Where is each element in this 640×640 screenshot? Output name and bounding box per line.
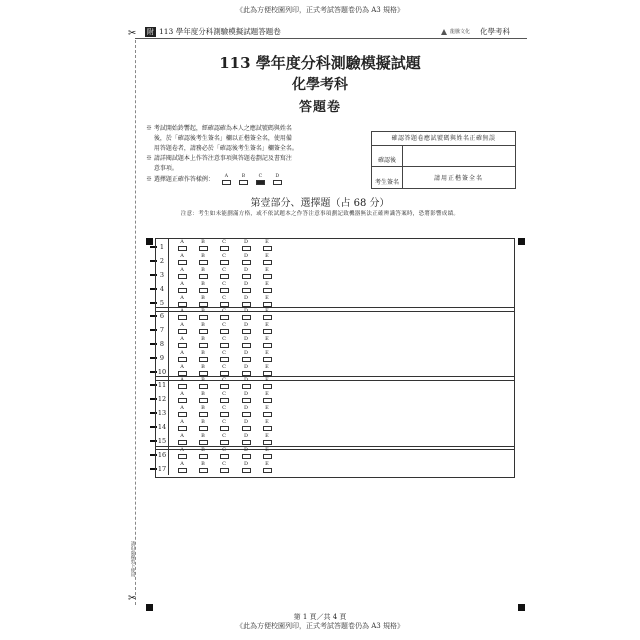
answer-bubble[interactable] bbox=[263, 296, 271, 307]
answer-bubble[interactable] bbox=[242, 392, 250, 403]
subject-title: 化學考科 bbox=[292, 77, 348, 93]
instruction-line: 用答題卷者，請務必於「確認後考生簽名」欄簽全名。 bbox=[146, 145, 298, 152]
answer-group bbox=[155, 307, 515, 381]
answer-bubble[interactable] bbox=[263, 378, 271, 389]
answer-bubble[interactable] bbox=[178, 378, 186, 389]
option-label: C bbox=[222, 364, 226, 370]
option-label: A bbox=[180, 377, 184, 383]
answer-bubble[interactable] bbox=[178, 434, 186, 445]
answer-bubble[interactable] bbox=[199, 337, 207, 348]
answer-bubble[interactable] bbox=[220, 268, 228, 279]
option-label: C bbox=[222, 239, 226, 245]
option-label: D bbox=[243, 405, 248, 411]
option-label: B bbox=[201, 253, 205, 259]
option-label: B bbox=[201, 433, 205, 439]
option-label: B bbox=[201, 281, 205, 287]
answer-bubble[interactable] bbox=[178, 282, 186, 293]
answer-bubble[interactable] bbox=[199, 392, 207, 403]
answer-bubble[interactable] bbox=[242, 323, 250, 334]
sheet-title: 答題卷 bbox=[298, 100, 341, 115]
question-row bbox=[156, 461, 514, 475]
answer-bubble[interactable] bbox=[220, 406, 228, 417]
option-label: B bbox=[201, 322, 205, 328]
option-label: B bbox=[201, 350, 205, 356]
header-rule bbox=[135, 38, 527, 39]
option-label: D bbox=[243, 281, 248, 287]
instructions bbox=[146, 124, 366, 185]
appendix-badge: 附 bbox=[147, 27, 154, 36]
confirm-signature-box bbox=[371, 131, 516, 189]
option-label: B bbox=[201, 267, 205, 273]
option-label: B bbox=[201, 391, 205, 397]
option-label: E bbox=[265, 267, 269, 273]
question-row bbox=[156, 405, 514, 419]
question-row bbox=[156, 336, 514, 350]
question-row bbox=[156, 377, 514, 391]
question-number: 15 bbox=[156, 433, 169, 447]
header-right bbox=[440, 26, 510, 37]
answer-bubble[interactable] bbox=[199, 282, 207, 293]
option-label: B bbox=[201, 239, 205, 245]
answer-bubble[interactable] bbox=[242, 365, 250, 376]
answer-bubble[interactable] bbox=[199, 309, 207, 320]
option-label: C bbox=[222, 433, 226, 439]
option-label: A bbox=[180, 364, 184, 370]
question-number: 4 bbox=[156, 281, 169, 295]
option-label: D bbox=[243, 391, 248, 397]
question-number: 8 bbox=[156, 336, 169, 350]
answer-bubble[interactable] bbox=[199, 296, 207, 307]
option-label: C bbox=[222, 336, 226, 342]
answer-bubble[interactable] bbox=[178, 448, 186, 459]
question-row bbox=[156, 447, 514, 461]
option-label: E bbox=[265, 364, 269, 370]
question-number: 1 bbox=[156, 239, 169, 253]
answer-bubble[interactable] bbox=[178, 420, 186, 431]
publisher-mark-icon bbox=[440, 28, 448, 36]
option-label: B bbox=[201, 419, 205, 425]
answer-bubble[interactable] bbox=[220, 462, 228, 473]
answer-bubble[interactable] bbox=[199, 351, 207, 362]
instruction-line: 意事項。 bbox=[146, 165, 178, 172]
option-label: A bbox=[180, 391, 184, 397]
answer-bubble[interactable] bbox=[199, 434, 207, 445]
answer-bubble[interactable] bbox=[199, 323, 207, 334]
confirm-heading: 確認答題卷應試號碼與姓名正確無誤 bbox=[372, 132, 515, 146]
answer-bubble[interactable] bbox=[263, 254, 271, 265]
option-label: E bbox=[265, 391, 269, 397]
page-number: 第 1 頁／共 4 頁 bbox=[293, 613, 347, 621]
option-label: A bbox=[180, 461, 184, 467]
option-label: E bbox=[265, 322, 269, 328]
answer-bubble[interactable] bbox=[178, 240, 186, 251]
answer-bubble[interactable] bbox=[220, 240, 228, 251]
answer-bubble[interactable] bbox=[220, 282, 228, 293]
option-label: C bbox=[222, 461, 226, 467]
question-number: 3 bbox=[156, 267, 169, 281]
answer-bubble[interactable] bbox=[199, 365, 207, 376]
answer-bubble[interactable] bbox=[263, 337, 271, 348]
answer-bubble[interactable] bbox=[242, 337, 250, 348]
confirm-divider bbox=[372, 166, 515, 167]
answer-bubble[interactable] bbox=[242, 462, 250, 473]
option-label: B bbox=[201, 447, 205, 453]
option-label: C bbox=[222, 295, 226, 301]
option-label: E bbox=[265, 239, 269, 245]
example-option-filled: C bbox=[256, 174, 265, 185]
answer-bubble[interactable] bbox=[263, 323, 271, 334]
answer-bubble[interactable] bbox=[220, 392, 228, 403]
question-row bbox=[156, 253, 514, 267]
answer-bubble[interactable] bbox=[242, 378, 250, 389]
option-label: E bbox=[265, 253, 269, 259]
answer-bubble[interactable] bbox=[263, 268, 271, 279]
answer-bubble[interactable] bbox=[220, 351, 228, 362]
option-label: D bbox=[243, 461, 248, 467]
answer-bubble[interactable] bbox=[199, 268, 207, 279]
option-label: E bbox=[265, 281, 269, 287]
scissors-icon: ✂ bbox=[128, 593, 137, 604]
answer-bubble[interactable] bbox=[178, 296, 186, 307]
option-label: A bbox=[180, 405, 184, 411]
option-label: A bbox=[180, 239, 184, 245]
answer-bubble[interactable] bbox=[263, 434, 271, 445]
option-label: A bbox=[180, 336, 184, 342]
answer-example bbox=[222, 174, 282, 185]
option-label: A bbox=[180, 281, 184, 287]
subject-tag: 化學考科 bbox=[480, 27, 511, 36]
option-label: A bbox=[180, 253, 184, 259]
answer-bubble[interactable] bbox=[263, 392, 271, 403]
option-label: D bbox=[243, 253, 248, 259]
answer-bubble[interactable] bbox=[199, 462, 207, 473]
section-notice: 注意：考生如未能劃滿方格，或不依試題本之作答注意事項劃記致機器無法正確辨識答案時，恐將影響成績。 bbox=[180, 211, 460, 217]
question-number: 13 bbox=[156, 405, 169, 419]
option-label: E bbox=[265, 295, 269, 301]
question-row bbox=[156, 419, 514, 433]
question-row bbox=[156, 433, 514, 447]
option-label: A bbox=[180, 350, 184, 356]
instruction-line: ※ 選擇題正確作答樣例： A B C D bbox=[146, 174, 366, 185]
option-label: C bbox=[222, 447, 226, 453]
answer-bubble[interactable] bbox=[263, 240, 271, 251]
option-label: E bbox=[265, 433, 269, 439]
answer-bubble[interactable] bbox=[178, 309, 186, 320]
answer-bubble[interactable] bbox=[199, 240, 207, 251]
option-label: B bbox=[201, 364, 205, 370]
example-option: B bbox=[239, 174, 248, 185]
option-label: C bbox=[222, 281, 226, 287]
question-row bbox=[156, 308, 514, 322]
answer-bubble[interactable] bbox=[220, 365, 228, 376]
answer-bubble[interactable] bbox=[263, 462, 271, 473]
option-label: E bbox=[265, 350, 269, 356]
cut-line bbox=[135, 40, 136, 605]
option-label: C bbox=[222, 405, 226, 411]
answer-bubble[interactable] bbox=[199, 378, 207, 389]
option-label: E bbox=[265, 447, 269, 453]
answer-bubble[interactable] bbox=[242, 420, 250, 431]
option-label: C bbox=[222, 308, 226, 314]
answer-bubble[interactable] bbox=[178, 392, 186, 403]
option-label: D bbox=[243, 433, 248, 439]
top-print-note: 《此為方便校園列印，正式考試答題卷仍為 A3 規格》 bbox=[236, 6, 404, 14]
option-label: E bbox=[265, 419, 269, 425]
answer-bubble[interactable] bbox=[263, 282, 271, 293]
option-label: C bbox=[222, 377, 226, 383]
answer-bubble[interactable] bbox=[263, 309, 271, 320]
answer-group bbox=[155, 376, 515, 450]
answer-bubble[interactable] bbox=[242, 448, 250, 459]
answer-group bbox=[155, 238, 515, 312]
answer-bubble[interactable] bbox=[199, 406, 207, 417]
answer-bubble[interactable] bbox=[220, 378, 228, 389]
answer-bubble[interactable] bbox=[242, 254, 250, 265]
instruction-line: ※ 考試開始鈴響起，經確認確為本人之應試號碼與姓名 bbox=[146, 125, 292, 132]
option-label: B bbox=[201, 295, 205, 301]
option-label: C bbox=[222, 253, 226, 259]
timing-mark bbox=[146, 238, 153, 245]
option-label: C bbox=[222, 322, 226, 328]
answer-bubble[interactable] bbox=[220, 337, 228, 348]
option-label: B bbox=[201, 377, 205, 383]
answer-bubble[interactable] bbox=[178, 462, 186, 473]
answer-bubble[interactable] bbox=[263, 365, 271, 376]
answer-bubble[interactable] bbox=[178, 365, 186, 376]
confirm-label: 確認後 考生簽名 bbox=[372, 145, 403, 188]
answer-bubble[interactable] bbox=[220, 448, 228, 459]
answer-bubble[interactable] bbox=[220, 323, 228, 334]
question-number: 6 bbox=[156, 308, 169, 322]
answer-bubble[interactable] bbox=[242, 282, 250, 293]
bottom-print-note: 《此為方便校園列印，正式考試答題卷仍為 A3 規格》 bbox=[236, 622, 404, 630]
publisher-logo: 龍騰文化 bbox=[440, 28, 470, 36]
answer-bubble[interactable] bbox=[220, 254, 228, 265]
option-label: A bbox=[180, 308, 184, 314]
option-label: D bbox=[243, 377, 248, 383]
header-exam-title: 113 學年度分科測驗模擬試題答題卷 bbox=[159, 27, 281, 36]
answer-bubble[interactable] bbox=[220, 309, 228, 320]
question-number: 17 bbox=[156, 461, 169, 475]
option-label: D bbox=[243, 336, 248, 342]
option-label: B bbox=[201, 308, 205, 314]
answer-bubble[interactable] bbox=[178, 406, 186, 417]
timing-mark bbox=[518, 604, 525, 611]
option-label: D bbox=[243, 239, 248, 245]
option-label: E bbox=[265, 405, 269, 411]
answer-bubble[interactable] bbox=[199, 420, 207, 431]
answer-bubble[interactable] bbox=[220, 296, 228, 307]
option-label: D bbox=[243, 419, 248, 425]
question-row bbox=[156, 239, 514, 253]
option-label: B bbox=[201, 461, 205, 467]
option-label: D bbox=[243, 364, 248, 370]
answer-group bbox=[155, 446, 515, 478]
option-label: D bbox=[243, 295, 248, 301]
answer-bubble[interactable] bbox=[263, 406, 271, 417]
question-number: 14 bbox=[156, 419, 169, 433]
option-label: C bbox=[222, 267, 226, 273]
question-number: 12 bbox=[156, 391, 169, 405]
question-number: 10 bbox=[156, 364, 169, 378]
example-option: D bbox=[273, 174, 282, 185]
option-label: E bbox=[265, 377, 269, 383]
option-label: C bbox=[222, 391, 226, 397]
answer-bubble[interactable] bbox=[220, 434, 228, 445]
option-label: A bbox=[180, 322, 184, 328]
header-left bbox=[145, 26, 281, 37]
answer-bubble[interactable] bbox=[178, 268, 186, 279]
answer-bubble[interactable] bbox=[263, 351, 271, 362]
section-title: 第壹部分、選擇題（占 68 分） bbox=[250, 198, 390, 209]
answer-bubble[interactable] bbox=[242, 240, 250, 251]
question-number: 11 bbox=[156, 377, 169, 391]
answer-bubble[interactable] bbox=[242, 309, 250, 320]
option-label: B bbox=[201, 405, 205, 411]
question-row bbox=[156, 267, 514, 281]
question-number: 5 bbox=[156, 295, 169, 309]
option-label: A bbox=[180, 433, 184, 439]
scissors-icon: ✂ bbox=[128, 28, 137, 39]
answer-bubble[interactable] bbox=[242, 406, 250, 417]
question-row bbox=[156, 391, 514, 405]
answer-bubble[interactable] bbox=[178, 323, 186, 334]
answer-bubble[interactable] bbox=[242, 351, 250, 362]
option-label: D bbox=[243, 308, 248, 314]
timing-mark bbox=[146, 604, 153, 611]
option-label: A bbox=[180, 419, 184, 425]
answer-bubble[interactable] bbox=[199, 254, 207, 265]
option-label: D bbox=[243, 322, 248, 328]
option-label: C bbox=[222, 419, 226, 425]
question-number: 7 bbox=[156, 322, 169, 336]
option-label: A bbox=[180, 447, 184, 453]
option-label: D bbox=[243, 350, 248, 356]
cut-note: 請沿虛線剪下使用 bbox=[130, 541, 135, 577]
answer-bubble[interactable] bbox=[242, 268, 250, 279]
instruction-line: 後，於「確認後考生簽名」欄以正楷簽全名，使用備 bbox=[146, 135, 292, 142]
exam-title: 113 學年度分科測驗模擬試題 bbox=[219, 54, 421, 72]
answer-bubble[interactable] bbox=[199, 448, 207, 459]
option-label: A bbox=[180, 267, 184, 273]
option-label: E bbox=[265, 336, 269, 342]
example-option: A bbox=[222, 174, 231, 185]
option-label: E bbox=[265, 461, 269, 467]
option-label: D bbox=[243, 447, 248, 453]
option-label: A bbox=[180, 295, 184, 301]
answer-bubble[interactable] bbox=[178, 254, 186, 265]
question-row bbox=[156, 281, 514, 295]
signature-field[interactable]: 請用正楷簽全名 bbox=[433, 175, 483, 182]
option-label: D bbox=[243, 267, 248, 273]
answer-bubble[interactable] bbox=[178, 337, 186, 348]
instruction-line: ※ 請詳閱試題本上作答注意事項與答題卷劃記及書寫注 bbox=[146, 155, 292, 162]
answer-bubble[interactable] bbox=[242, 434, 250, 445]
timing-mark bbox=[518, 238, 525, 245]
question-number: 2 bbox=[156, 253, 169, 267]
option-label: B bbox=[201, 336, 205, 342]
question-row bbox=[156, 322, 514, 336]
question-number: 16 bbox=[156, 447, 169, 461]
answer-bubble[interactable] bbox=[263, 448, 271, 459]
answer-bubble[interactable] bbox=[178, 351, 186, 362]
option-label: C bbox=[222, 350, 226, 356]
answer-bubble[interactable] bbox=[220, 420, 228, 431]
option-label: E bbox=[265, 308, 269, 314]
question-row bbox=[156, 350, 514, 364]
answer-bubble[interactable] bbox=[242, 296, 250, 307]
answer-bubble[interactable] bbox=[263, 420, 271, 431]
question-number: 9 bbox=[156, 350, 169, 364]
